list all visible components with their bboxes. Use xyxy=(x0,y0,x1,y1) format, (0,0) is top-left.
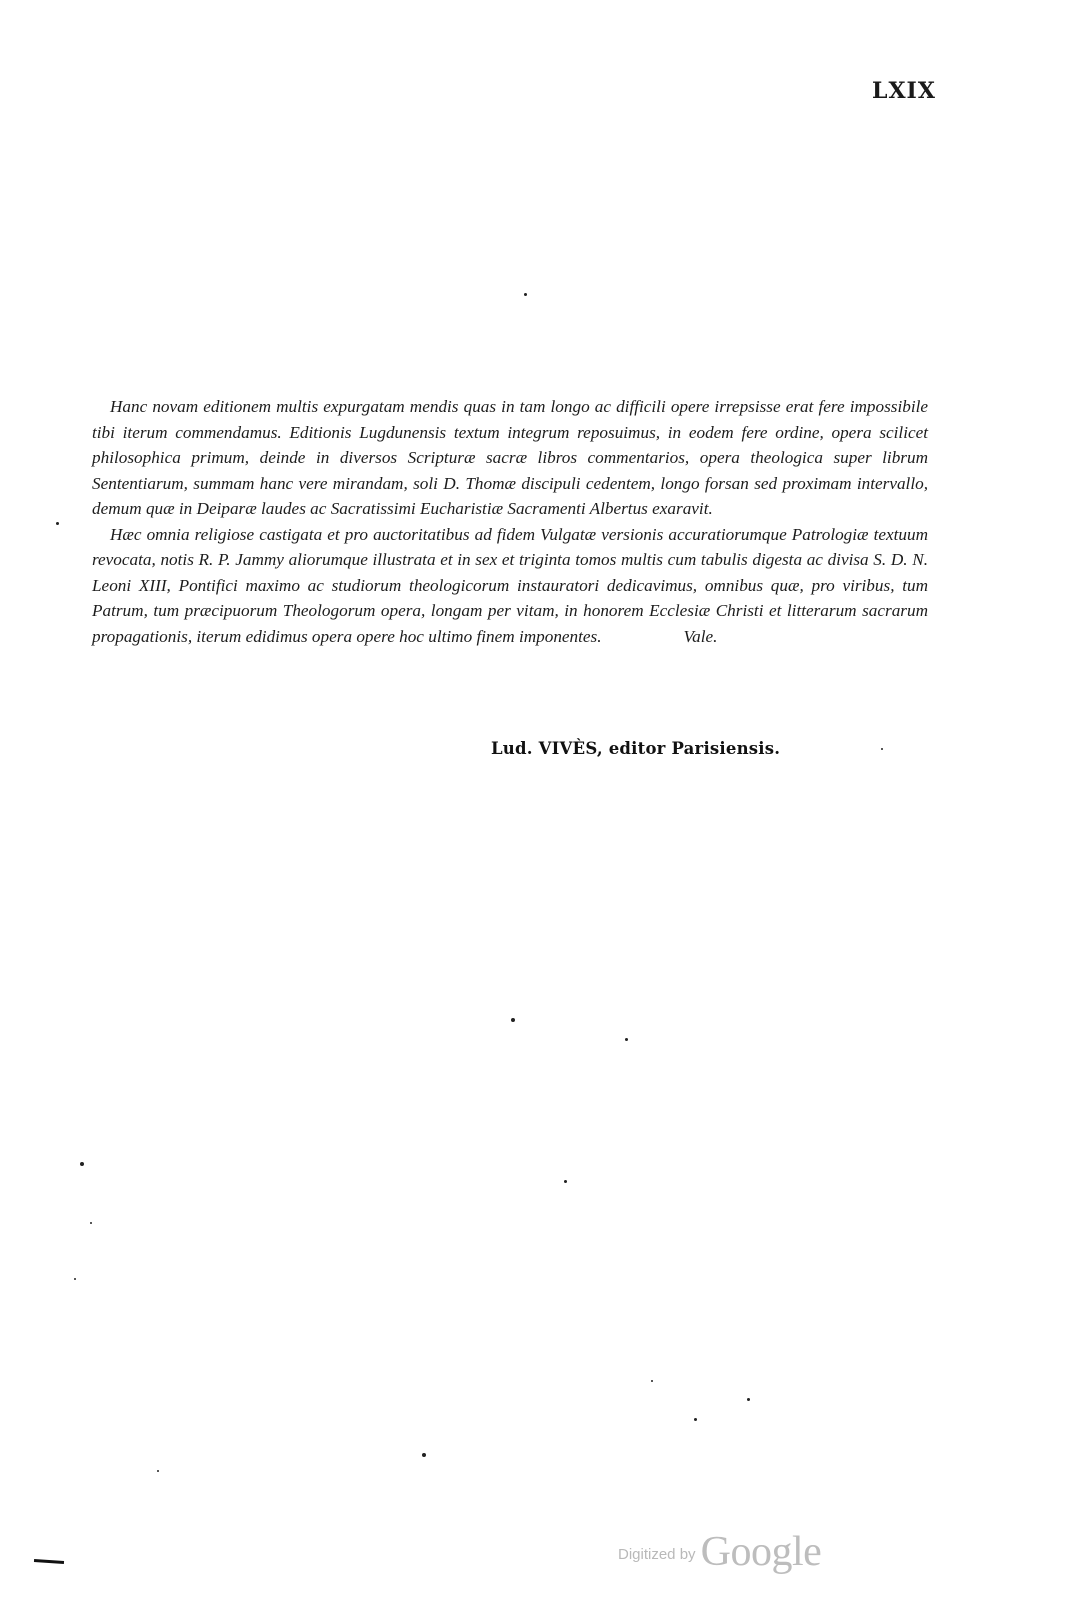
watermark-prefix: Digitized by xyxy=(618,1546,696,1563)
google-logo: Google xyxy=(700,1529,822,1575)
preface-paragraph-2 xyxy=(92,522,928,650)
scan-speck xyxy=(881,748,883,750)
scan-speck xyxy=(625,1038,628,1041)
page-number: LXIX xyxy=(872,78,936,104)
scan-speck xyxy=(651,1380,653,1382)
scan-speck xyxy=(422,1453,426,1457)
scan-speck xyxy=(157,1470,159,1472)
editor-signature: Lud. VIVÈS, editor Parisiensis. xyxy=(491,739,781,758)
closing-vale: Vale. xyxy=(683,626,718,646)
scan-speck xyxy=(74,1278,76,1280)
digitized-watermark xyxy=(618,1528,821,1578)
scan-speck xyxy=(56,522,59,525)
scan-speck xyxy=(747,1398,750,1401)
scan-speck xyxy=(511,1018,515,1022)
margin-mark xyxy=(34,1559,64,1564)
scan-speck xyxy=(524,293,527,296)
preface-paragraph-2-text: Hæc omnia religiose castigata et pro auctoritatibus ad fidem Vulgatæ versionis accuratiorumque Patrologiæ textuum revocata, notis R. P. Jammy aliorumque illustrata et in sex et triginta tomos multis cum tabulis digesta ac divisa S. D. N. Leoni XIII, Pontifici maximo ac studiorum theologicorum instauratori dedicavimus, omnibus quæ, pro viribus, tum Patrum, tum præcipuorum Theologorum opera, longam per vitam, in honorem Ecclesiæ Christi et litterarum sacrarum propagationis, iterum edidimus opera opere hoc ultimo finem imponentes. xyxy=(92,524,928,646)
scan-speck xyxy=(694,1418,697,1421)
preface-paragraph-1: Hanc novam editionem multis expurgatam mendis quas in tam longo ac difficili opere irrepsisse erat fere impossibile tibi iterum commendamus. Editionis Lugdunensis textum integrum reposuimus, in eodem fere ordine, opera scilicet philosophica primum, deinde in diversos Scripturæ sacræ libros commentarios, opera theologica super librum Sententiarum, summam hanc vere mirandam, soli D. Thomæ discipuli cedentem, longo forsan sed proximam intervallo, demum quæ in Deiparæ laudes ac Sacratissimi Eucharistiæ Sacramenti Albertus exaravit. xyxy=(92,397,928,518)
scan-speck xyxy=(80,1162,84,1166)
preface-text xyxy=(92,394,928,649)
scan-speck xyxy=(564,1180,567,1183)
scan-speck xyxy=(90,1222,92,1224)
